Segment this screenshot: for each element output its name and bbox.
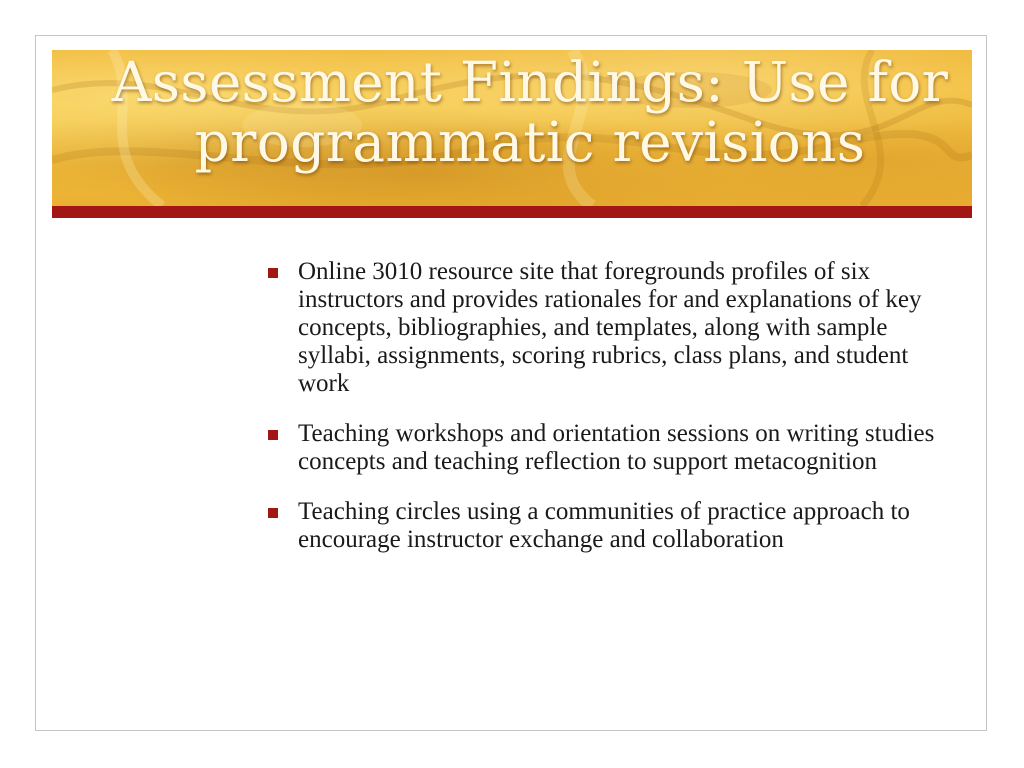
square-bullet-icon: [268, 268, 278, 278]
square-bullet-icon: [268, 508, 278, 518]
bullet-text: Teaching circles using a communities of practice approach to encourage instructor exchange and collaboration: [298, 498, 910, 553]
square-bullet-icon: [268, 430, 278, 440]
title-underline-bar: [52, 206, 972, 218]
bullet-text: Online 3010 resource site that foregrounds profiles of six instructors and provides rationales for and explanations of key concepts, bibliographies, and templates, along with sample syllabi, assignments, scoring rubrics, class plans, and student work: [298, 258, 922, 397]
bullet-text: Teaching workshops and orientation sessions on writing studies concepts and teaching reflection to support metacognition: [298, 420, 935, 475]
bullet-item: [266, 498, 956, 554]
title-banner: [52, 50, 972, 206]
bullet-item: [266, 258, 956, 398]
bullet-item: [266, 420, 956, 476]
slide-title: Assessment Findings: Use for programmatic revisions: [111, 50, 949, 174]
bullet-list: [266, 258, 956, 576]
